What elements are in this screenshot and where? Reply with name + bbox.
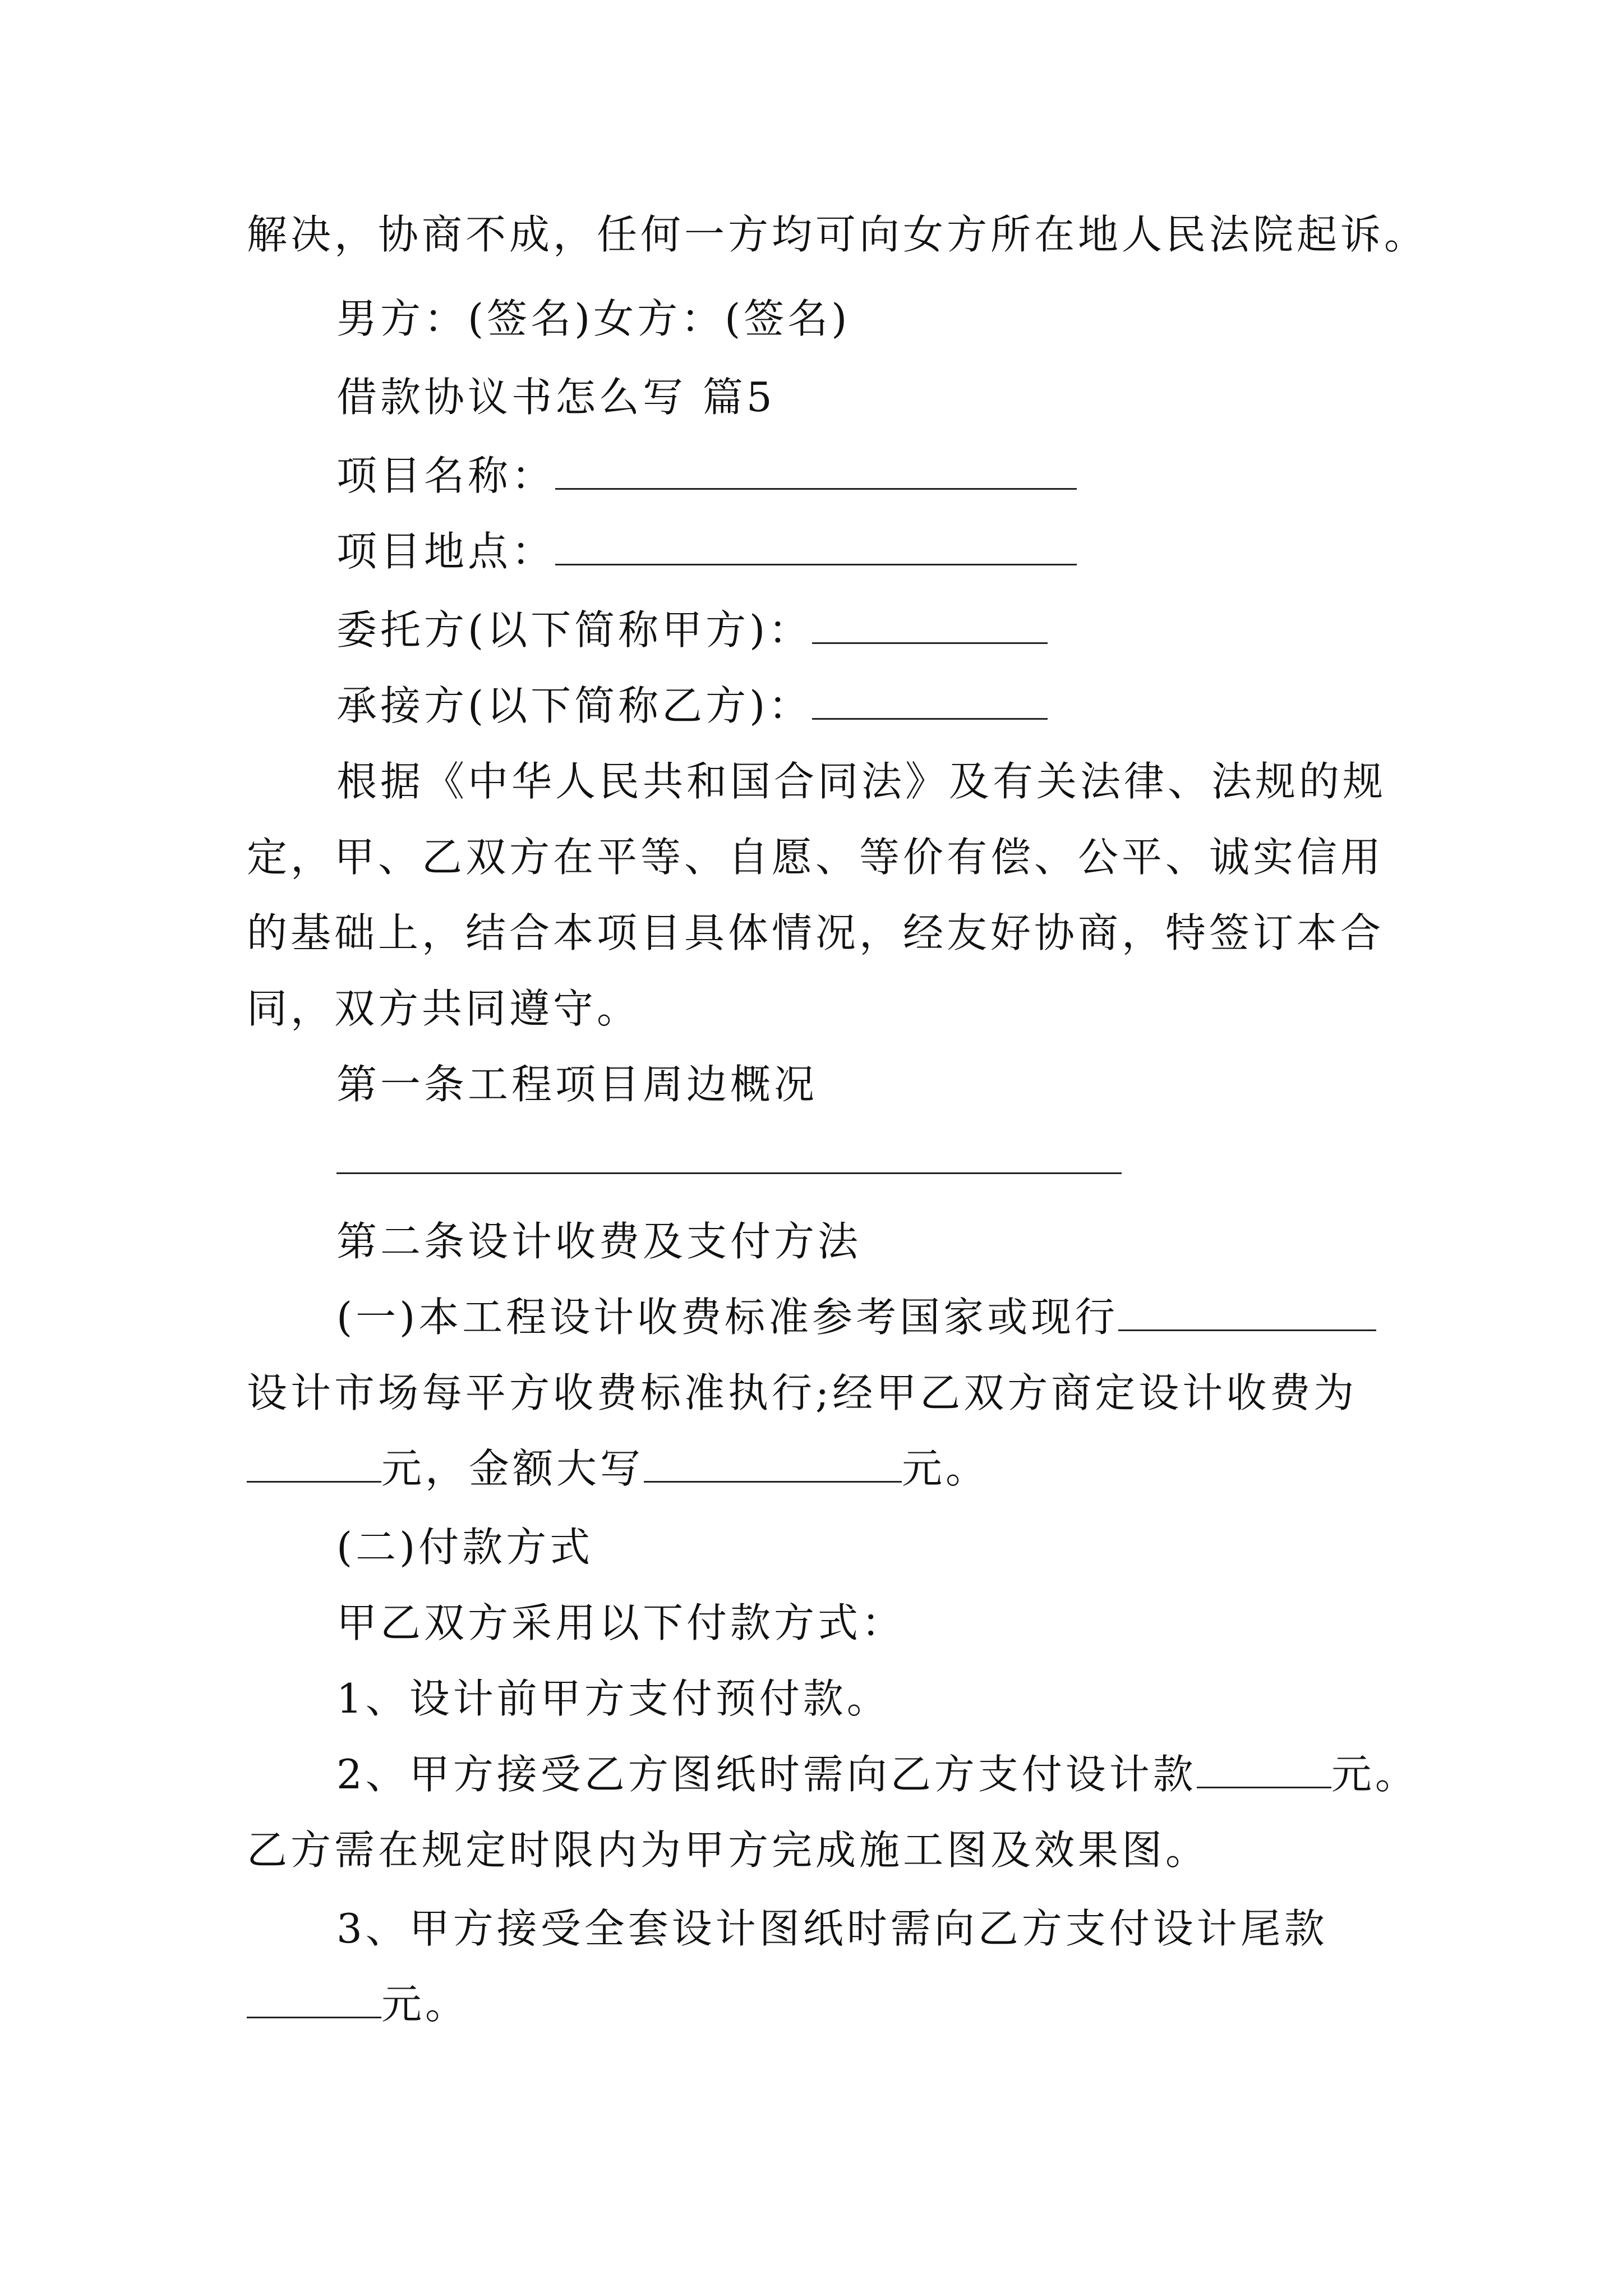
text-line: 解决，协商不成，任何一方均可向女方所在地人民法院起诉。 <box>247 211 1428 258</box>
fill-in-blank <box>1118 1290 1376 1331</box>
text-line <box>336 1290 1376 1344</box>
text-line: 根据《中华人民共和国合同法》及有关法律、法规的规 <box>336 758 1387 805</box>
fill-in-blank <box>812 603 1048 644</box>
signature-line: 男方：(签名)女方：(签名) <box>336 295 851 342</box>
text-line: 设计市场每平方收费标准执行;经甲乙双方商定设计收费为 <box>247 1369 1358 1416</box>
client-party-field <box>336 603 1048 657</box>
field-label: 项目名称： <box>336 452 556 499</box>
line-text: 元，金额大写 <box>381 1445 644 1492</box>
text-line: 定，甲、乙双方在平等、自愿、等价有偿、公平、诚实信用 <box>247 834 1385 881</box>
fill-in-blank <box>1197 1747 1331 1788</box>
field-label: 承接方(以下简称乙方)： <box>336 682 813 729</box>
fill-in-blank <box>555 449 1077 490</box>
line-text: 元。 <box>1331 1751 1419 1798</box>
text-line: 的基础上，结合本项目具体情况，经友好协商，特签订本合 <box>247 909 1385 956</box>
line-text: 2、甲方接受乙方图纸时需向乙方支付设计款 <box>336 1751 1197 1798</box>
contractor-party-field <box>336 679 1048 733</box>
project-name-field <box>336 449 1077 503</box>
fill-in-blank <box>336 1172 1122 1174</box>
text-line <box>247 1977 469 2031</box>
fill-in-blank <box>247 1977 381 2018</box>
field-label: 项目地点： <box>336 528 556 575</box>
project-location-field <box>336 524 1077 578</box>
line-text: (一)本工程设计收费标准参考国家或现行 <box>336 1294 1119 1341</box>
text-line: 同，双方共同遵守。 <box>247 985 641 1032</box>
fill-in-blank <box>644 1442 902 1483</box>
article-heading: 第一条工程项目周边概况 <box>336 1061 818 1108</box>
article-heading: 第二条设计收费及支付方法 <box>336 1218 862 1265</box>
list-item <box>336 1747 1419 1801</box>
section-heading: 借款协议书怎么写 篇5 <box>336 374 776 421</box>
text-line: 乙方需在规定时限内为甲方完成施工图及效果图。 <box>247 1826 1210 1874</box>
list-item: 3、甲方接受全套设计图纸时需向乙方支付设计尾款 <box>336 1905 1328 1952</box>
list-item: 1、设计前甲方支付预付款。 <box>336 1675 891 1722</box>
fee-amount-line <box>247 1442 989 1496</box>
line-text: 元。 <box>902 1445 990 1492</box>
fill-in-blank <box>812 679 1048 720</box>
text-line: 甲乙双方采用以下付款方式： <box>336 1599 906 1646</box>
text-line: (二)付款方式 <box>336 1524 594 1571</box>
fill-in-blank <box>247 1442 381 1483</box>
line-text: 元。 <box>381 1981 469 2028</box>
fill-in-blank <box>555 524 1077 565</box>
field-label: 委托方(以下简称甲方)： <box>336 606 813 654</box>
